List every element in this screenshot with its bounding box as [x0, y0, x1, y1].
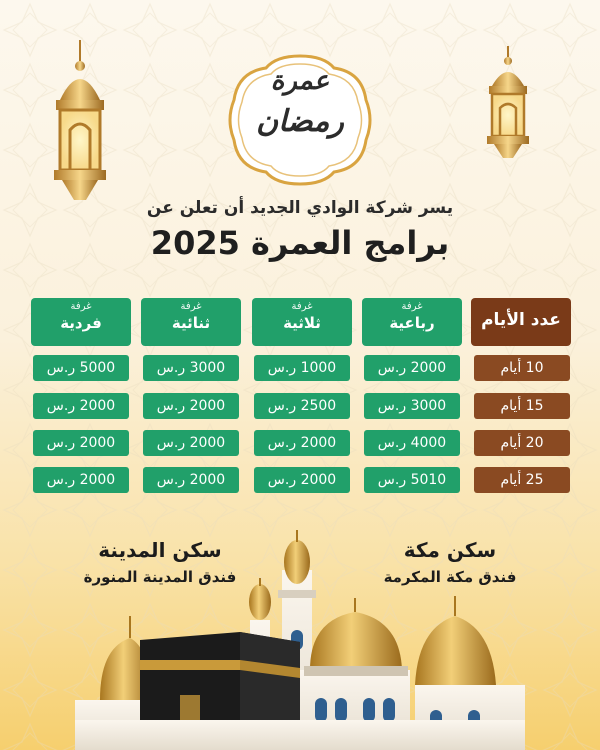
price-cell: 2000 ر.س: [254, 467, 350, 493]
price-cell: 2000 ر.س: [364, 355, 460, 381]
price-cell: 3000 ر.س: [364, 393, 460, 419]
price-cell: 2000 ر.س: [33, 430, 129, 456]
madinah-hotel-name: فندق المدينة المنورة: [83, 568, 237, 586]
lantern-icon: [44, 40, 116, 210]
mosque-kaaba-illustration: [0, 520, 600, 750]
intro-text: يسر شركة الوادي الجديد أن تعلن عن: [146, 198, 454, 218]
price-cell: 2000 ر.س: [33, 467, 129, 493]
price-cell: 2000 ر.س: [254, 430, 350, 456]
price-cell: 2000 ر.س: [143, 393, 239, 419]
badge-line-umrah: عمرة: [270, 66, 330, 96]
makkah-hotel-name: فندق مكة المكرمة: [383, 568, 517, 586]
price-cell: 5000 ر.س: [33, 355, 129, 381]
header-double-room: غرفة ثنائية: [141, 298, 241, 346]
header-triple-room: غرفة ثلاثية: [252, 298, 352, 346]
days-cell: 15 أيام: [474, 393, 570, 419]
header-quad-room: غرفة رباعية: [362, 298, 462, 346]
days-header: عدد الأيام: [471, 298, 571, 346]
days-cell: 25 أيام: [474, 467, 570, 493]
price-cell: 1000 ر.س: [254, 355, 350, 381]
price-cell: 3000 ر.س: [143, 355, 239, 381]
price-cell: 4000 ر.س: [364, 430, 460, 456]
price-cell: 2000 ر.س: [33, 393, 129, 419]
badge-line-ramadan: رمضان: [256, 104, 344, 139]
lantern-icon: [480, 46, 536, 166]
madinah-stay-title: سكن المدينة: [98, 538, 222, 562]
header-single-room: غرفة فردية: [31, 298, 131, 346]
days-cell: 20 أيام: [474, 430, 570, 456]
days-cell: 10 أيام: [474, 355, 570, 381]
umrah-ramadan-badge: [226, 52, 374, 188]
price-cell: 5010 ر.س: [364, 467, 460, 493]
price-cell: 2500 ر.س: [254, 393, 350, 419]
page-title: برامج العمرة 2025: [150, 224, 450, 262]
price-cell: 2000 ر.س: [143, 467, 239, 493]
makkah-stay-title: سكن مكة: [403, 538, 497, 562]
price-cell: 2000 ر.س: [143, 430, 239, 456]
